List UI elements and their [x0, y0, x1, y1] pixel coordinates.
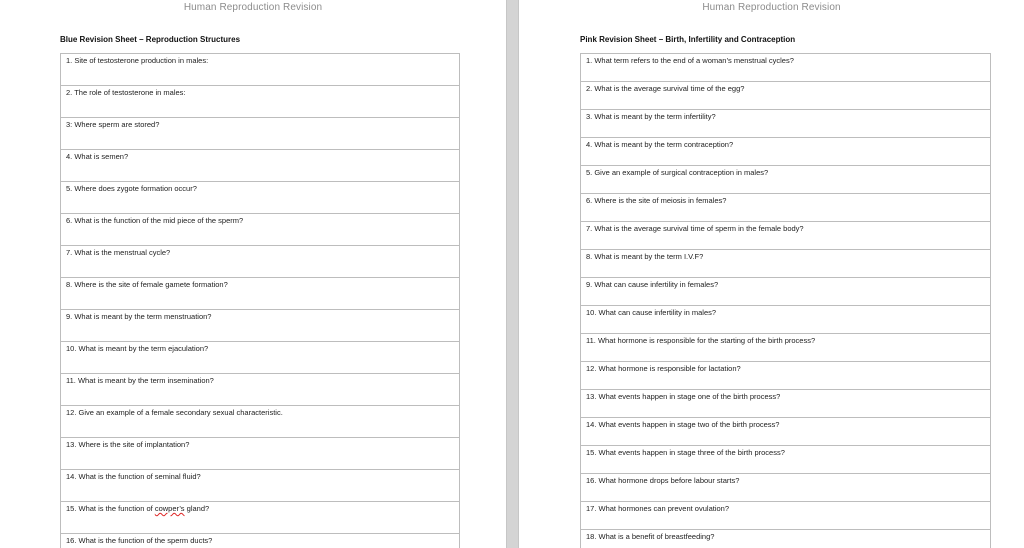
table-row [581, 334, 991, 362]
page-header: Human Reproduction Revision [702, 2, 841, 13]
question-cell[interactable]: 13. Where is the site of implantation? [61, 438, 460, 470]
sheet-title: Blue Revision Sheet – Reproduction Structures [60, 35, 241, 44]
question-cell[interactable]: 4. What is meant by the term contraception? [581, 138, 991, 166]
question-cell[interactable]: 18. What is a benefit of breastfeeding? [581, 530, 991, 548]
table-row [581, 362, 991, 390]
table-row [61, 150, 460, 182]
question-cell[interactable]: 1. What term refers to the end of a woman’s menstrual cycles? [581, 54, 991, 82]
question-cell[interactable]: 11. What hormone is responsible for the starting of the birth process? [581, 334, 991, 362]
page-gutter [506, 0, 519, 548]
table-row [581, 390, 991, 418]
misspelled-word[interactable]: cowper’s [154, 504, 185, 513]
question-cell[interactable]: 10. What can cause infertility in males? [581, 306, 991, 334]
question-cell[interactable]: 4. What is semen? [61, 150, 460, 182]
table-row [581, 502, 991, 530]
question-cell[interactable]: 9. What is meant by the term menstruation? [61, 310, 460, 342]
table-row [581, 278, 991, 306]
question-text: 15. What is the function of [66, 504, 155, 513]
table-row [61, 438, 460, 470]
question-cell[interactable]: 7. What is the average survival time of sperm in the female body? [581, 222, 991, 250]
question-cell[interactable]: 2. What is the average survival time of the egg? [581, 82, 991, 110]
question-cell[interactable]: 7. What is the menstrual cycle? [61, 246, 460, 278]
table-row [61, 278, 460, 310]
question-cell[interactable]: 17. What hormones can prevent ovulation? [581, 502, 991, 530]
table-row [61, 246, 460, 278]
question-cell[interactable]: 6. What is the function of the mid piece of the sperm? [61, 214, 460, 246]
question-cell[interactable]: 11. What is meant by the term insemination? [61, 374, 460, 406]
table-row [581, 222, 991, 250]
table-row [581, 250, 991, 278]
table-row [61, 54, 460, 86]
table-row [61, 502, 460, 534]
question-text: gland? [184, 504, 210, 513]
question-cell[interactable]: 5. Where does zygote formation occur? [61, 182, 460, 214]
question-cell[interactable]: 6. Where is the site of meiosis in females? [581, 194, 991, 222]
document-page-right [519, 0, 1024, 548]
page-header: Human Reproduction Revision [183, 2, 323, 13]
question-cell[interactable]: 14. What is the function of seminal fluid? [61, 470, 460, 502]
question-cell[interactable]: 13. What events happen in stage one of the birth process? [581, 390, 991, 418]
questions-table [60, 53, 460, 548]
table-row [61, 214, 460, 246]
question-cell[interactable] [61, 502, 460, 534]
question-cell[interactable]: 8. What is meant by the term I.V.F? [581, 250, 991, 278]
question-cell[interactable]: 16. What hormone drops before labour starts? [581, 474, 991, 502]
table-row [61, 406, 460, 438]
table-row [61, 182, 460, 214]
table-row [581, 138, 991, 166]
table-row [581, 166, 991, 194]
question-cell[interactable]: 5. Give an example of surgical contraception in males? [581, 166, 991, 194]
question-cell[interactable]: 15. What events happen in stage three of the birth process? [581, 446, 991, 474]
document-page-left [0, 0, 506, 548]
table-row [61, 310, 460, 342]
table-row [61, 342, 460, 374]
questions-table [580, 53, 991, 548]
table-row [581, 194, 991, 222]
table-row [581, 306, 991, 334]
question-cell[interactable]: 3: Where sperm are stored? [61, 118, 460, 150]
question-cell[interactable]: 10. What is meant by the term ejaculation? [61, 342, 460, 374]
table-row [581, 530, 991, 548]
question-cell[interactable]: 9. What can cause infertility in females? [581, 278, 991, 306]
table-row [581, 446, 991, 474]
table-row [61, 374, 460, 406]
question-cell[interactable]: 1. Site of testosterone production in males: [61, 54, 460, 86]
table-row [61, 470, 460, 502]
sheet-title: Pink Revision Sheet – Birth, Infertility and Contraception [580, 35, 796, 44]
question-cell[interactable]: 3. What is meant by the term infertility? [581, 110, 991, 138]
question-cell[interactable]: 8. Where is the site of female gamete formation? [61, 278, 460, 310]
table-row [581, 418, 991, 446]
question-cell[interactable]: 16. What is the function of the sperm ducts? [61, 534, 460, 548]
table-row [61, 118, 460, 150]
question-cell[interactable]: 14. What events happen in stage two of the birth process? [581, 418, 991, 446]
table-row [581, 54, 991, 82]
table-row [581, 474, 991, 502]
table-row [61, 86, 460, 118]
question-cell[interactable]: 12. What hormone is responsible for lactation? [581, 362, 991, 390]
table-row [581, 82, 991, 110]
table-row [61, 534, 460, 548]
question-cell[interactable]: 2. The role of testosterone in males: [61, 86, 460, 118]
question-cell[interactable]: 12. Give an example of a female secondary sexual characteristic. [61, 406, 460, 438]
table-row [581, 110, 991, 138]
